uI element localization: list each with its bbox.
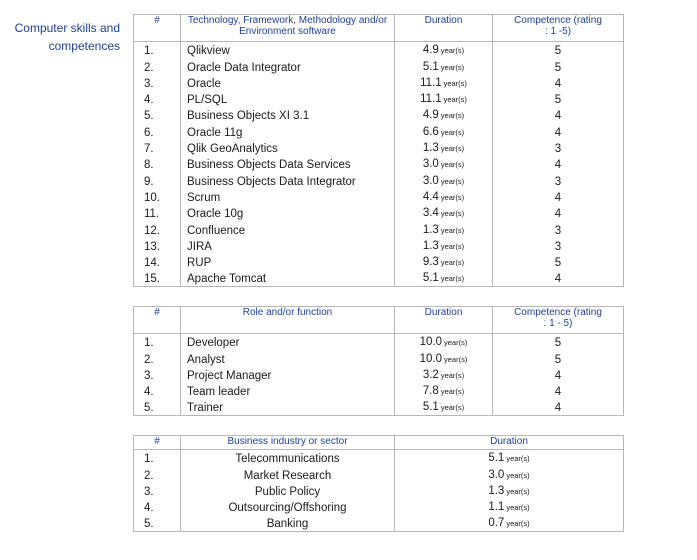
roles-table: [133, 306, 624, 416]
duration-value: 11.1: [420, 76, 442, 89]
item-name: JIRA: [181, 238, 395, 254]
competence-rating: 5: [493, 42, 624, 59]
duration-value: 11.1: [420, 93, 442, 106]
competence-rating: 4: [493, 383, 624, 399]
row-number: 9.: [134, 172, 181, 188]
duration-value: 5.1: [488, 452, 505, 465]
duration-unit: year(s): [443, 78, 467, 88]
table-row: [134, 483, 624, 499]
competence-rating: 5: [493, 334, 624, 351]
duration-cell: [395, 334, 493, 351]
competence-rating: 5: [493, 350, 624, 366]
sector-name: Public Policy: [181, 483, 395, 499]
duration-cell: [395, 189, 493, 205]
duration-value: 4.4: [422, 190, 439, 203]
duration-value: 10.0: [419, 352, 443, 365]
table-row: [134, 254, 624, 270]
duration-cell: [395, 140, 493, 156]
duration-cell: [395, 399, 493, 416]
duration-value: 5.1: [422, 60, 439, 73]
duration-unit: year(s): [506, 519, 530, 529]
table-row: [134, 367, 624, 383]
duration-cell: [395, 367, 493, 383]
competence-rating: 5: [493, 91, 624, 107]
duration-unit: year(s): [440, 144, 465, 154]
row-number: 5.: [134, 107, 181, 123]
row-number: 6.: [134, 123, 181, 139]
duration-cell: [395, 466, 624, 482]
row-number: 5.: [134, 515, 181, 532]
item-name: Business Objects Data Services: [181, 156, 395, 172]
competence-rating: 4: [493, 399, 624, 416]
table-row: [134, 399, 624, 416]
duration-value: 1.3: [422, 239, 439, 252]
duration-cell: [395, 515, 624, 532]
row-number: 7.: [134, 140, 181, 156]
duration-unit: year(s): [440, 403, 465, 413]
tech-header-num: #: [134, 15, 181, 42]
duration-value: 1.3: [488, 484, 505, 497]
row-number: 3.: [134, 75, 181, 91]
duration-value: 3.0: [422, 158, 439, 171]
row-number: 2.: [134, 466, 181, 482]
table-row: [134, 238, 624, 254]
row-number: 3.: [134, 367, 181, 383]
duration-unit: year(s): [444, 354, 468, 364]
duration-unit: year(s): [440, 62, 465, 72]
roles-header-num: #: [134, 307, 181, 334]
table-row: [134, 205, 624, 221]
sector-name: Outsourcing/Offshoring: [181, 499, 395, 515]
row-number: 1.: [134, 450, 181, 467]
duration-cell: [395, 270, 493, 287]
competence-rating: 4: [493, 123, 624, 139]
competence-rating: 3: [493, 172, 624, 188]
duration-cell: [395, 350, 493, 366]
tech-header-competence: Competence (rating : 1 -5): [493, 15, 624, 42]
duration-cell: [395, 483, 624, 499]
row-number: 3.: [134, 483, 181, 499]
item-name: RUP: [181, 254, 395, 270]
duration-unit: year(s): [506, 503, 530, 513]
competence-rating: 4: [493, 205, 624, 221]
item-name: Oracle 11g: [181, 123, 395, 139]
competence-rating: 4: [493, 156, 624, 172]
duration-unit: year(s): [440, 274, 465, 284]
duration-value: 3.2: [422, 368, 439, 381]
duration-value: 5.1: [422, 272, 439, 285]
item-name: PL/SQL: [181, 91, 395, 107]
duration-cell: [395, 156, 493, 172]
duration-unit: year(s): [440, 258, 465, 268]
duration-cell: [395, 383, 493, 399]
duration-unit: year(s): [440, 241, 465, 251]
duration-value: 3.0: [422, 174, 439, 187]
table-row: [134, 140, 624, 156]
item-name: Apache Tomcat: [181, 270, 395, 287]
competence-rating: 4: [493, 107, 624, 123]
duration-value: 3.4: [422, 207, 439, 220]
row-number: 4.: [134, 499, 181, 515]
row-number: 10.: [134, 189, 181, 205]
duration-cell: [395, 238, 493, 254]
roles-header-name: Role and/or function: [181, 307, 395, 334]
table-row: [134, 383, 624, 399]
competence-rating: 3: [493, 140, 624, 156]
roles-header-competence: Competence (rating : 1 - 5): [493, 307, 624, 334]
item-name: Qlikview: [181, 42, 395, 59]
table-row: [134, 334, 624, 351]
item-name: Business Objects Data Integrator: [181, 172, 395, 188]
duration-cell: [395, 499, 624, 515]
row-number: 15.: [134, 270, 181, 287]
duration-value: 4.9: [422, 44, 439, 57]
table-row: [134, 42, 624, 59]
item-name: Project Manager: [181, 367, 395, 383]
duration-value: 0.7: [488, 517, 505, 530]
table-row: [134, 221, 624, 237]
duration-value: 1.3: [422, 142, 439, 155]
competence-rating: 4: [493, 367, 624, 383]
item-name: Developer: [181, 334, 395, 351]
duration-cell: [395, 205, 493, 221]
duration-unit: year(s): [440, 387, 465, 397]
table-row: [134, 189, 624, 205]
duration-cell: [395, 254, 493, 270]
section-title: Computer skills and competences: [14, 21, 120, 53]
duration-value: 6.6: [422, 125, 439, 138]
table-row: [134, 91, 624, 107]
duration-cell: [395, 58, 493, 74]
duration-cell: [395, 42, 493, 59]
tech-header-duration: Duration: [395, 15, 493, 42]
duration-unit: year(s): [440, 225, 465, 235]
duration-unit: year(s): [440, 160, 465, 170]
table-row: [134, 123, 624, 139]
duration-cell: [395, 107, 493, 123]
table-row: [134, 499, 624, 515]
duration-unit: year(s): [440, 46, 465, 56]
table-row: [134, 515, 624, 532]
row-number: 1.: [134, 42, 181, 59]
industry-header-sector: Business industry or sector: [181, 436, 395, 450]
competence-rating: 4: [493, 270, 624, 287]
duration-cell: [395, 450, 624, 467]
row-number: 12.: [134, 221, 181, 237]
table-row: [134, 350, 624, 366]
duration-value: 4.9: [422, 109, 439, 122]
table-row: [134, 270, 624, 287]
table-row: [134, 75, 624, 91]
duration-value: 1.1: [488, 501, 505, 514]
table-row: [134, 172, 624, 188]
duration-unit: year(s): [440, 370, 465, 380]
item-name: Scrum: [181, 189, 395, 205]
item-name: Oracle: [181, 75, 395, 91]
table-row: [134, 450, 624, 467]
duration-unit: year(s): [440, 209, 465, 219]
sector-name: Telecommunications: [181, 450, 395, 467]
industry-table: [133, 435, 624, 532]
row-number: 4.: [134, 91, 181, 107]
duration-unit: year(s): [440, 127, 465, 137]
duration-cell: [395, 75, 493, 91]
row-number: 2.: [134, 350, 181, 366]
competence-rating: 4: [493, 189, 624, 205]
competence-rating: 3: [493, 238, 624, 254]
sector-name: Banking: [181, 515, 395, 532]
item-name: Oracle 10g: [181, 205, 395, 221]
industry-header-num: #: [134, 436, 181, 450]
duration-value: 9.3: [422, 256, 439, 269]
item-name: Confluence: [181, 221, 395, 237]
tech-header-name: Technology, Framework, Methodology and/or Environment software: [181, 15, 395, 42]
roles-header-duration: Duration: [395, 307, 493, 334]
table-row: [134, 466, 624, 482]
duration-value: 1.3: [422, 223, 439, 236]
row-number: 1.: [134, 334, 181, 351]
row-number: 8.: [134, 156, 181, 172]
row-number: 11.: [134, 205, 181, 221]
duration-value: 3.0: [488, 468, 505, 481]
item-name: Qlik GeoAnalytics: [181, 140, 395, 156]
sector-name: Market Research: [181, 466, 395, 482]
duration-unit: year(s): [444, 338, 468, 348]
item-name: Oracle Data Integrator: [181, 58, 395, 74]
duration-value: 10.0: [419, 336, 443, 349]
table-row: [134, 58, 624, 74]
duration-cell: [395, 221, 493, 237]
duration-unit: year(s): [440, 111, 465, 121]
item-name: Analyst: [181, 350, 395, 366]
industry-header-duration: Duration: [395, 436, 624, 450]
row-number: 5.: [134, 399, 181, 416]
duration-cell: [395, 123, 493, 139]
item-name: Team leader: [181, 383, 395, 399]
duration-unit: year(s): [440, 176, 465, 186]
duration-unit: year(s): [506, 486, 530, 496]
technology-table: [133, 14, 624, 287]
duration-unit: year(s): [443, 95, 467, 105]
duration-unit: year(s): [506, 454, 530, 464]
competence-rating: 5: [493, 58, 624, 74]
row-number: 4.: [134, 383, 181, 399]
row-number: 13.: [134, 238, 181, 254]
item-name: Trainer: [181, 399, 395, 416]
row-number: 2.: [134, 58, 181, 74]
table-row: [134, 107, 624, 123]
duration-cell: [395, 172, 493, 188]
duration-unit: year(s): [506, 470, 530, 480]
duration-value: 7.8: [422, 385, 439, 398]
competence-rating: 5: [493, 254, 624, 270]
table-row: [134, 156, 624, 172]
competence-rating: 3: [493, 221, 624, 237]
competence-rating: 4: [493, 75, 624, 91]
duration-unit: year(s): [440, 192, 465, 202]
item-name: Business Objects XI 3.1: [181, 107, 395, 123]
row-number: 14.: [134, 254, 181, 270]
duration-cell: [395, 91, 493, 107]
duration-value: 5.1: [422, 401, 439, 414]
